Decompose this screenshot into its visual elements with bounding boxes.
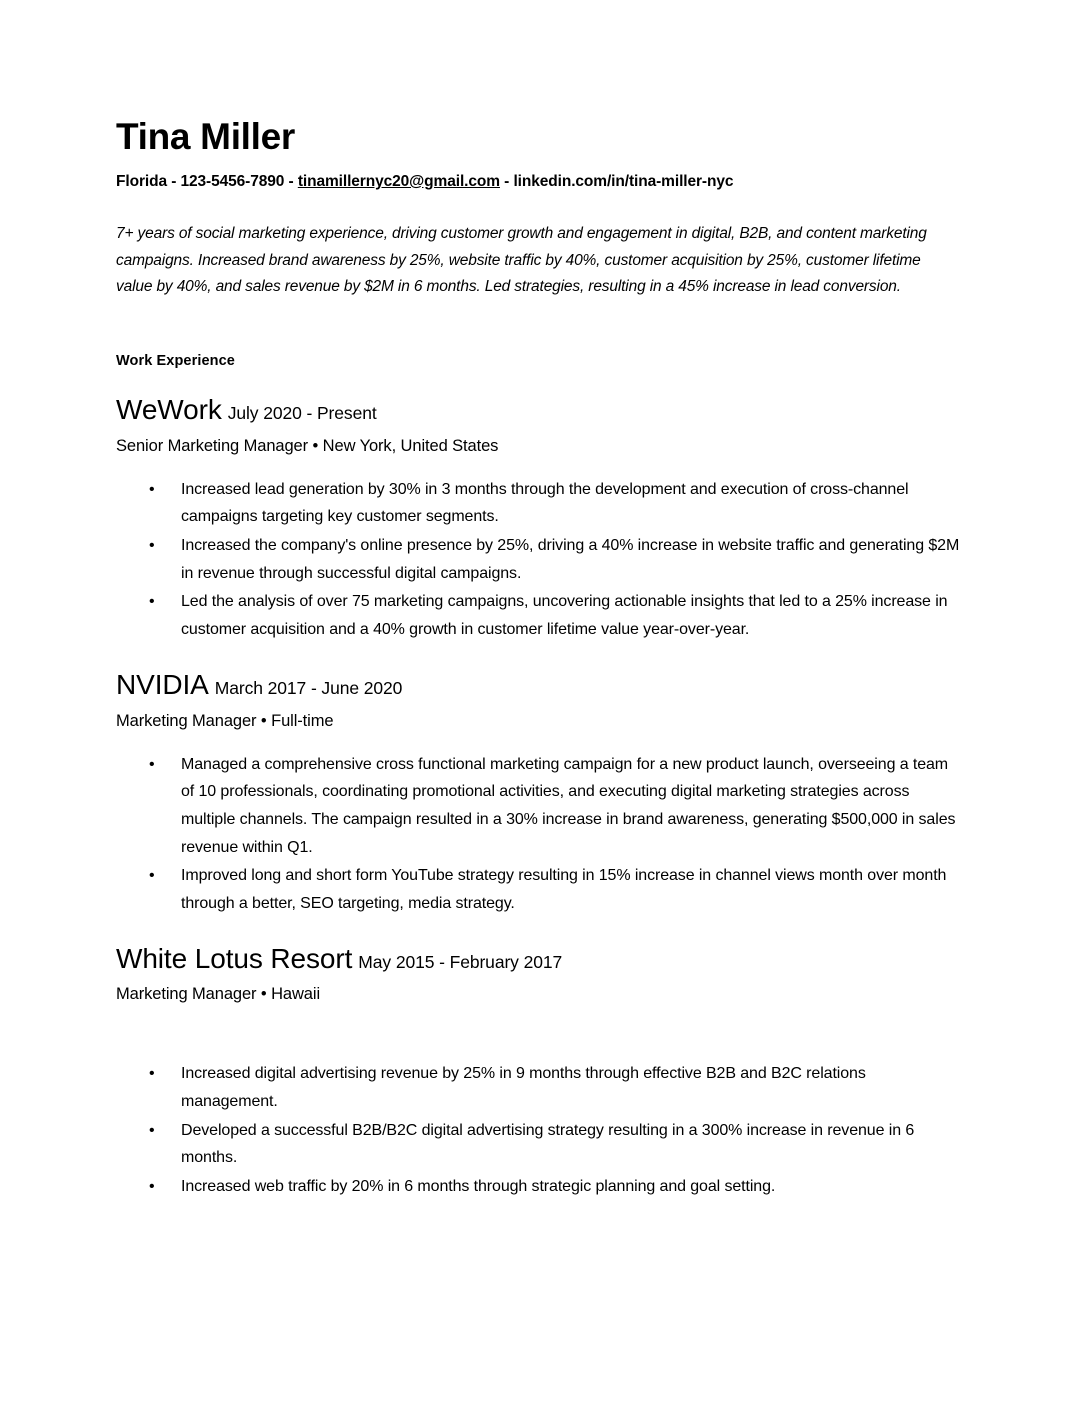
list-item xyxy=(116,1117,961,1172)
list-item xyxy=(116,1173,961,1201)
contact-email-link[interactable]: tinamillernyc20@gmail.com xyxy=(297,172,500,190)
bullet-text: Managed a comprehensive cross functional marketing campaign for a new product launch, overseeing a team of 10 professionals, coordinating promotional activities, and executing digital marketing strategies across multiple channels. The campaign resulted in a 30% increase in brand awareness, generating $500,000 in sales revenue within Q1. xyxy=(181,755,956,856)
job-entry xyxy=(116,395,961,644)
bullet-text: Increased digital advertising revenue by 25% in 9 months through effective B2B and B2C relations management. xyxy=(181,1065,866,1111)
company-name: NVIDIA xyxy=(116,668,209,700)
bullet-marker-icon: • xyxy=(149,537,155,555)
bullet-marker-icon: • xyxy=(149,867,155,885)
contact-phone: 123-5456-7890 xyxy=(180,172,285,190)
contact-separator-1: - xyxy=(166,172,181,190)
bullet-text: Led the analysis of over 75 marketing campaigns, uncovering actionable insights that led to a 25% increase in customer acquisition and a 40% growth in customer lifetime value year-over-year. xyxy=(181,593,948,639)
company-name: WeWork xyxy=(116,393,222,425)
job-title-and-location: Senior Marketing Manager • New York, United States xyxy=(116,436,499,455)
bullet-marker-icon: • xyxy=(149,1178,155,1196)
contact-location: Florida xyxy=(116,172,167,190)
job-entry xyxy=(116,944,961,1201)
job-title-and-location: Marketing Manager • Hawaii xyxy=(116,985,321,1004)
bullet-marker-icon: • xyxy=(149,1065,155,1083)
job-bullet-list xyxy=(116,1060,961,1200)
bullet-marker-icon: • xyxy=(149,1121,155,1139)
bullet-marker-icon: • xyxy=(149,593,155,611)
job-dates: July 2020 - Present xyxy=(227,402,377,423)
job-entry xyxy=(116,670,961,918)
list-item xyxy=(116,862,961,917)
job-headline xyxy=(116,670,961,701)
job-headline xyxy=(116,944,961,975)
job-bullet-list xyxy=(116,476,961,644)
contact-line xyxy=(116,172,961,192)
job-dates: March 2017 - June 2020 xyxy=(214,677,403,698)
list-item xyxy=(116,476,961,531)
candidate-name: Tina Miller xyxy=(116,116,296,157)
bullet-text: Increased lead generation by 30% in 3 months through the development and execution of cross-channel campaigns targeting key customer segments. xyxy=(181,480,909,526)
job-title-and-location: Marketing Manager • Full-time xyxy=(116,711,334,730)
bullet-text: Improved long and short form YouTube strategy resulting in 15% increase in channel views month over month through a better, SEO targeting, media strategy. xyxy=(181,867,947,912)
job-bullet-list xyxy=(116,751,961,918)
job-headline xyxy=(116,395,961,426)
bullet-text: Developed a successful B2B/B2C digital advertising strategy resulting in a 300% increase in revenue in 6 months. xyxy=(181,1121,915,1167)
job-dates: May 2015 - February 2017 xyxy=(358,951,563,972)
bullet-text: Increased web traffic by 20% in 6 months through strategic planning and goal setting. xyxy=(181,1178,776,1196)
bullet-marker-icon: • xyxy=(149,755,155,773)
bullet-text: Increased the company's online presence by 25%, driving a 40% increase in website traffic and generating $2M in revenue through successful digital campaigns. xyxy=(181,537,960,582)
contact-linkedin: linkedin.com/in/tina-miller-nyc xyxy=(513,172,734,190)
company-name: White Lotus Resort xyxy=(116,942,353,974)
list-item xyxy=(116,588,961,643)
bullet-marker-icon: • xyxy=(149,480,155,498)
contact-separator-3: - xyxy=(499,172,514,190)
list-item xyxy=(116,1060,961,1115)
list-item xyxy=(116,532,961,587)
resume-content xyxy=(116,118,961,1201)
list-item xyxy=(116,751,961,862)
professional-summary: 7+ years of social marketing experience, driving customer growth and engagement in digital, B2B, and content marketing campaigns. Increased brand awareness by 25%, website traffic by 40%, customer acquisition by 25%, customer lifetime value by 40%, and sales revenue by $2M in 6 months. Led strategies, resulting in a 45% increase in lead conversion. xyxy=(116,224,927,296)
section-heading-work-experience: Work Experience xyxy=(116,352,235,369)
contact-separator-2: - xyxy=(284,172,298,190)
